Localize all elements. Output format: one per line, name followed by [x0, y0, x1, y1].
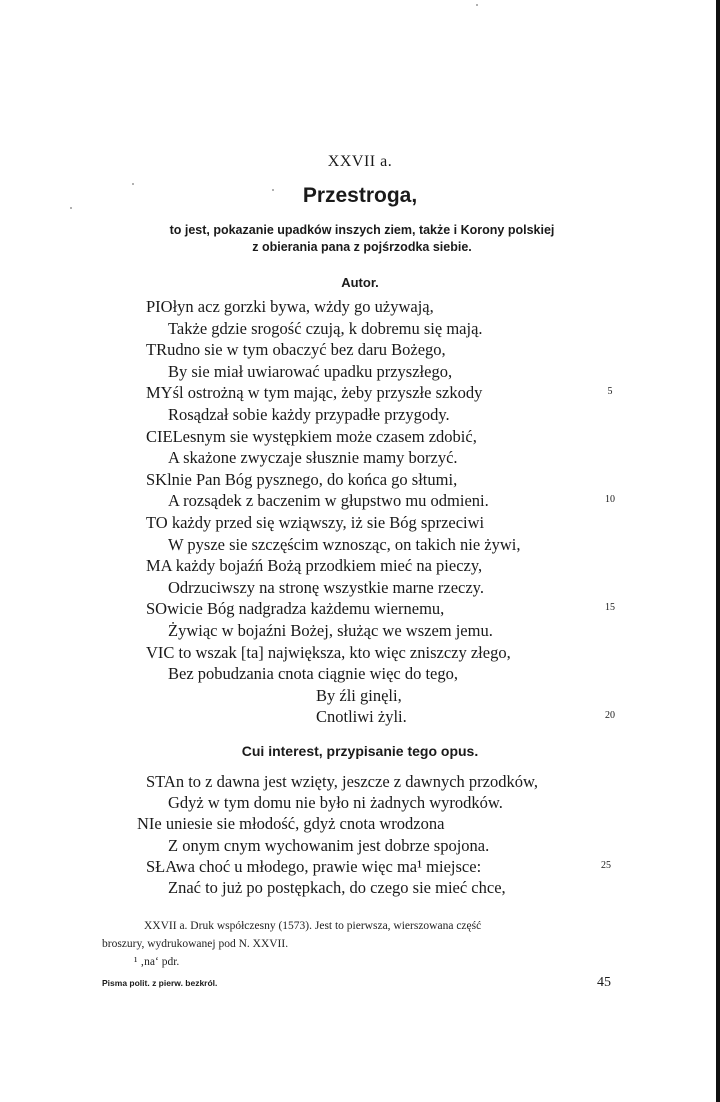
- verse-line: [0, 707, 720, 729]
- verse-line: [0, 836, 720, 857]
- verse-text: Także gdzie srogość czują, k dobremu się mają.: [168, 318, 483, 338]
- print-speck: [272, 189, 274, 191]
- verse-line: [0, 857, 720, 878]
- poem-title: Przestroga,: [302, 184, 418, 207]
- dedication-body: [0, 772, 720, 899]
- verse-text: W pysze sie szczęścim wznosząc, on takich nie żywi,: [168, 534, 521, 554]
- verse-text: NIe uniesie sie młodość, gdyż cnota wrodzona: [137, 814, 445, 834]
- verse-text: CIELesnym sie występkiem może czasem zdobić,: [146, 426, 477, 446]
- verse-text: MYśl ostrożną w tym mając, żeby przyszłe szkody: [146, 383, 483, 403]
- poem-subtitle: [100, 222, 624, 256]
- print-speck: [476, 4, 478, 6]
- verse-text: MA każdy bojaźń Bożą przodkiem mieć na pieczy,: [146, 556, 483, 576]
- print-speck: [70, 207, 72, 209]
- verse-line: [0, 362, 720, 384]
- verse-text: PIOłyn acz gorzki bywa, wżdy go używają,: [146, 297, 434, 316]
- dedication-heading: Cui interest, przypisanie tego opus.: [241, 743, 479, 759]
- footnote-line: XXVII a. Druk współczesny (1573). Jest to pierwsza, wierszowana część: [144, 920, 482, 932]
- verse-text: TO każdy przed się wziąwszy, iż sie Bóg sprzeciwi: [146, 512, 485, 532]
- verse-text: TRudno sie w tym obaczyć bez daru Bożego,: [146, 340, 446, 360]
- verse-line: [0, 878, 720, 899]
- verse-text: Cnotliwi żyli.: [316, 707, 407, 727]
- verse-text: Odrzuciwszy na stronę wszystkie marne rzeczy.: [168, 577, 484, 597]
- verse-line: [0, 578, 720, 600]
- subtitle-line-1: to jest, pokazanie upadków inszych ziem, także i Korony polskiej: [169, 223, 555, 237]
- poem-body: [0, 297, 720, 729]
- verse-text: Rosądzał sobie każdy przypadłe przygody.: [168, 404, 450, 424]
- line-number: 20: [605, 710, 615, 722]
- line-number: 5: [607, 386, 613, 398]
- verse-text: By źli ginęli,: [316, 685, 402, 705]
- subtitle-line-2: z obierania pana z pojśrzodka siebie.: [252, 240, 472, 254]
- verse-line: [0, 814, 720, 835]
- page-number: 45: [597, 975, 611, 990]
- line-number: 15: [605, 602, 615, 614]
- verse-line: [0, 772, 720, 793]
- verse-text: Gdyż w tym domu nie było ni żadnych wyrodków.: [168, 793, 503, 813]
- verse-line: [0, 513, 720, 535]
- verse-text: Bez pobudzania cnota ciągnie więc do tego,: [168, 664, 459, 684]
- verse-line: [0, 427, 720, 449]
- author-label: Autor.: [341, 275, 379, 290]
- verse-text: A rozsądek z baczenim w głupstwo mu odmieni.: [168, 491, 489, 511]
- verse-line: [0, 686, 720, 708]
- verse-line: [0, 491, 720, 513]
- verse-line: [0, 448, 720, 470]
- verse-text: Z onym cnym wychowanim jest dobrze spojona.: [168, 835, 490, 855]
- verse-line: [0, 535, 720, 557]
- verse-line: [0, 643, 720, 665]
- verse-text: A skażone zwyczaje słusznie mamy borzyć.: [168, 448, 458, 468]
- verse-line: [0, 405, 720, 427]
- verse-text: SKlnie Pan Bóg pysznego, do końca go słtumi,: [146, 469, 458, 489]
- verse-line: [0, 297, 720, 319]
- verse-line: [0, 340, 720, 362]
- verse-text: Żywiąc w bojaźni Bożej, służąc we wszem jemu.: [168, 620, 493, 640]
- verse-line: [0, 599, 720, 621]
- verse-text: SOwicie Bóg nadgradza każdemu wiernemu,: [146, 599, 445, 619]
- verse-line: [0, 664, 720, 686]
- verse-text: Znać to już po postępkach, do czego sie mieć chce,: [168, 877, 506, 897]
- verse-line: [0, 556, 720, 578]
- verse-line: [0, 621, 720, 643]
- footnotes: [102, 917, 622, 971]
- verse-line: [0, 793, 720, 814]
- running-footer: Pisma polit. z pierw. bezkról.: [102, 978, 218, 988]
- line-number: 10: [605, 494, 615, 506]
- section-number: XXVII a.: [327, 153, 393, 170]
- line-number: 25: [601, 859, 611, 871]
- footnote-line: ¹ ‚na‘ pdr.: [134, 956, 180, 968]
- verse-line: [0, 470, 720, 492]
- verse-text: STAn to z dawna jest wzięty, jeszcze z dawnych przodków,: [146, 772, 538, 791]
- verse-line: [0, 319, 720, 341]
- verse-text: By sie miał uwiarować upadku przyszłego,: [168, 361, 453, 381]
- footnote-line: broszury, wydrukowanej pod N. XXVII.: [102, 938, 289, 950]
- verse-text: VIC to wszak [ta] największa, kto więc zniszczy złego,: [146, 642, 511, 662]
- verse-line: [0, 383, 720, 405]
- verse-text: SŁAwa choć u młodego, prawie więc ma¹ miejsce:: [146, 856, 482, 876]
- print-speck: [132, 183, 134, 185]
